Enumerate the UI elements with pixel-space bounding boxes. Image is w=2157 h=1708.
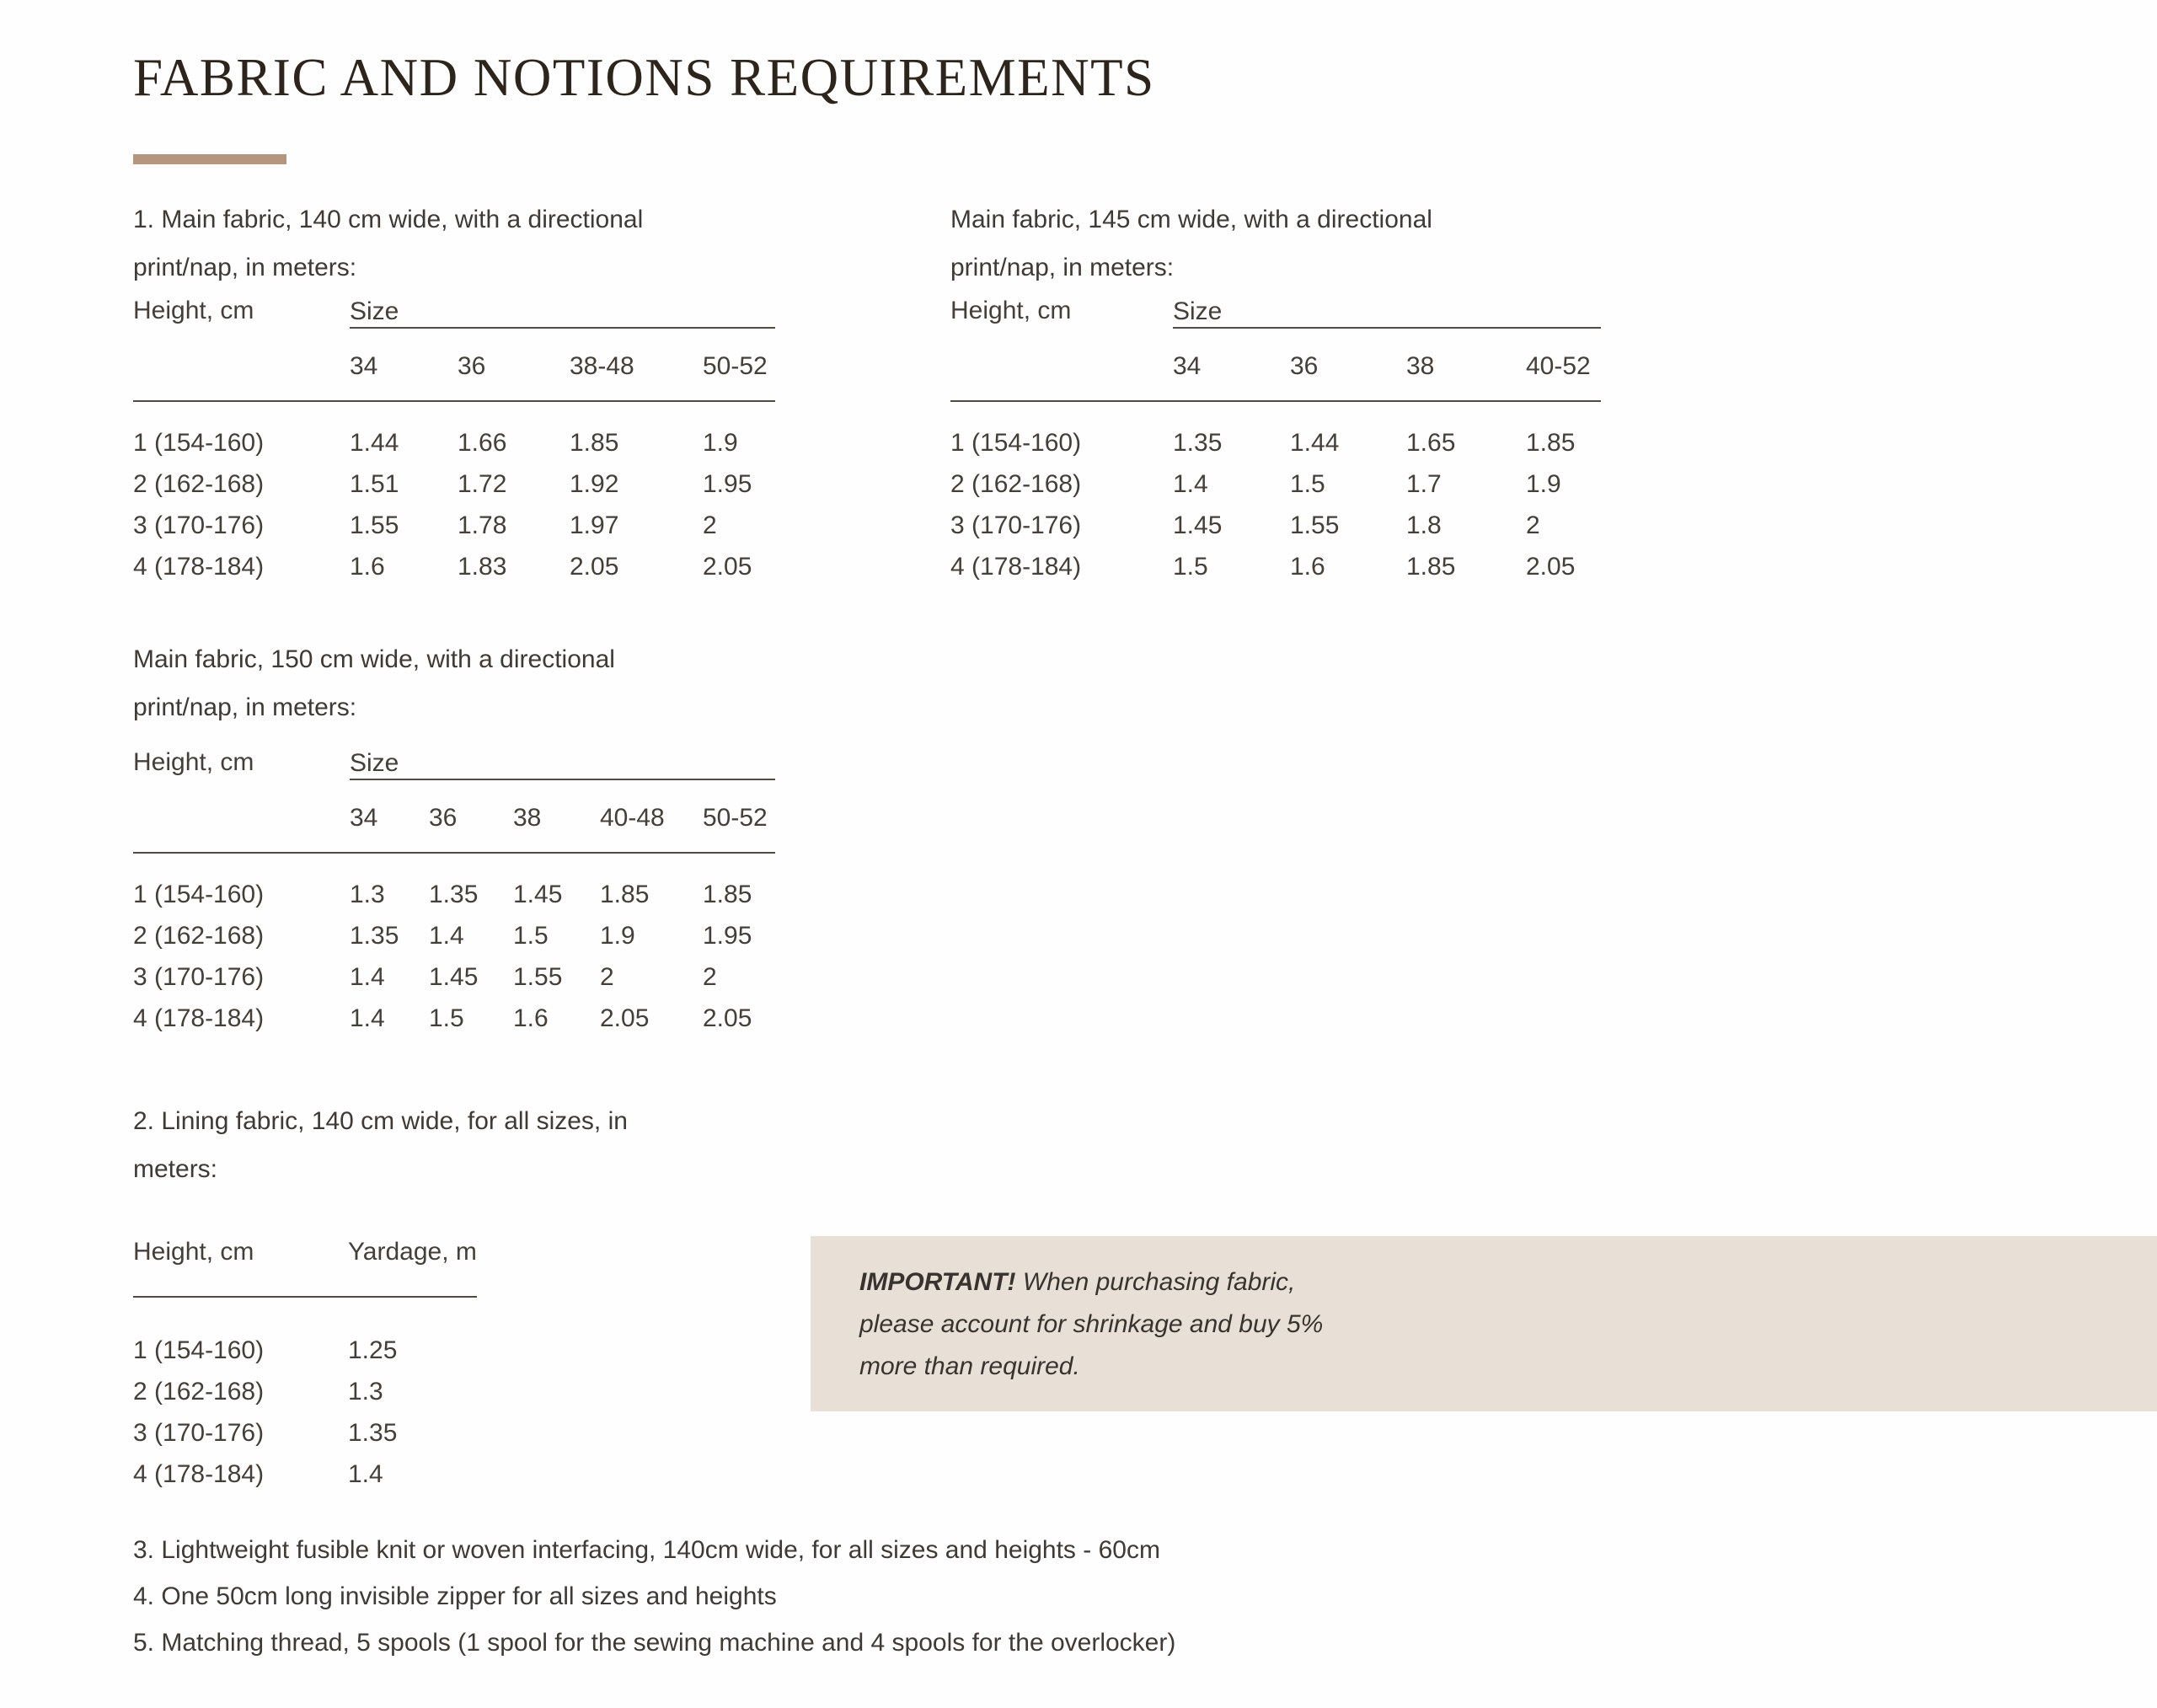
cell: 1.85 [570,429,619,457]
cell: 1.35 [348,1419,398,1447]
cell: 1.5 [1290,470,1325,498]
cell: 2 [703,963,717,991]
intro-main-fabric-140 [133,195,643,292]
cell: 2.05 [570,553,619,581]
cell: 1.85 [1406,553,1456,581]
table-row [950,505,1601,546]
cell: 2.05 [1526,553,1576,581]
note-line: please account for shrinkage and buy 5% [859,1310,1324,1338]
cell: 1.35 [429,881,479,908]
size-col-header: 34 [1173,328,1290,401]
intro-line: 1. Main fabric, 140 cm wide, with a directional [133,206,644,233]
column-header-size: Size [350,748,775,779]
fabric-table-140 [133,297,775,587]
row-label: 4 (178-184) [133,1460,265,1488]
note-line [859,1261,2123,1304]
row-label: 4 (178-184) [950,553,1082,581]
cell: 2.05 [600,1004,650,1032]
cell: 1.66 [458,429,507,457]
row-label: 3 (170-176) [950,511,1082,539]
table-row [133,998,775,1039]
intro-line: print/nap, in meters: [133,254,357,281]
important-note-box [811,1236,2157,1411]
intro-line: print/nap, in meters: [950,254,1175,281]
intro-line: 2. Lining fabric, 140 cm wide, for all sizes, in [133,1107,628,1135]
cell: 1.85 [703,881,752,908]
table-row [950,401,1601,463]
column-header-height: Height, cm [950,297,1173,401]
cell: 1.4 [1173,470,1208,498]
table-row [133,956,775,998]
cell: 1.4 [429,922,464,950]
cell: 1.4 [350,963,385,991]
cell: 1.6 [350,553,385,581]
cell: 1.8 [1406,511,1442,539]
row-label: 2 (162-168) [133,922,265,950]
size-col-header: 34 [350,328,458,401]
list-item: 5. Matching thread, 5 spools (1 spool for the sewing machine and 4 spools for the overlocker) [133,1629,1176,1657]
row-label: 3 (170-176) [133,1419,265,1447]
cell: 1.35 [350,922,399,950]
row-label: 2 (162-168) [133,470,265,498]
column-header-size: Size [1173,297,1601,328]
table-row [950,463,1601,505]
row-label: 4 (178-184) [133,553,265,581]
cell: 1.5 [513,922,549,950]
notions-list [133,1527,1175,1666]
column-header-size: Size [350,297,775,328]
cell: 1.55 [350,511,399,539]
cell: 1.3 [348,1378,383,1405]
cell: 2.05 [703,1004,752,1032]
table-row [133,1297,477,1371]
row-label: 3 (170-176) [133,963,265,991]
row-label: 2 (162-168) [133,1378,265,1405]
cell: 1.9 [600,922,635,950]
column-header-height: Height, cm [133,748,350,853]
intro-line: meters: [133,1155,218,1183]
size-col-header: 50-52 [703,328,775,401]
size-col-header: 36 [429,779,513,853]
cell: 1.44 [350,429,399,457]
cell: 1.78 [458,511,507,539]
size-col-header: 50-52 [703,779,775,853]
size-col-header: 36 [458,328,570,401]
cell: 1.5 [1173,553,1208,581]
cell: 1.3 [350,881,385,908]
intro-main-fabric-145 [950,195,1432,292]
note-line: more than required. [859,1352,1080,1380]
cell: 1.4 [350,1004,385,1032]
cell: 1.9 [1526,470,1561,498]
size-col-header: 40-48 [600,779,703,853]
table-row [133,1412,477,1454]
table-row [133,915,775,956]
cell: 1.85 [600,881,650,908]
cell: 1.5 [429,1004,464,1032]
table-row [133,401,775,463]
size-col-header: 38-48 [570,328,703,401]
table-row [950,546,1601,587]
cell: 1.95 [703,922,752,950]
note-text: When purchasing fabric, [1015,1268,1296,1296]
table-row [133,505,775,546]
size-col-header: 38 [1406,328,1526,401]
row-label: 1 (154-160) [950,429,1082,457]
note-label: IMPORTANT! [859,1268,1016,1296]
intro-line: print/nap, in meters: [133,693,357,721]
fabric-table-150 [133,748,775,1039]
lining-table [133,1229,477,1495]
cell: 1.45 [513,881,563,908]
row-label: 4 (178-184) [133,1004,265,1032]
cell: 1.55 [513,963,563,991]
cell: 1.25 [348,1336,398,1364]
cell: 2 [703,511,717,539]
intro-lining-fabric [133,1097,628,1193]
cell: 1.6 [513,1004,549,1032]
list-item: 4. One 50cm long invisible zipper for all sizes and heights [133,1582,777,1610]
column-header-height: Height, cm [133,1229,348,1297]
size-col-header: 38 [513,779,600,853]
cell: 1.45 [1173,511,1223,539]
cell: 2 [600,963,614,991]
cell: 2.05 [703,553,752,581]
table-row [133,853,775,915]
row-label: 1 (154-160) [133,429,265,457]
cell: 1.72 [458,470,507,498]
cell: 1.9 [703,429,738,457]
cell: 1.4 [348,1460,383,1488]
size-col-header: 36 [1290,328,1406,401]
table-row [133,1371,477,1412]
table-row [133,546,775,587]
title-accent-bar [133,154,286,164]
cell: 1.7 [1406,470,1442,498]
cell: 1.44 [1290,429,1340,457]
row-label: 1 (154-160) [133,881,265,908]
page-title: FABRIC AND NOTIONS REQUIREMENTS [133,48,1155,107]
row-label: 2 (162-168) [950,470,1082,498]
row-label: 3 (170-176) [133,511,265,539]
cell: 1.65 [1406,429,1456,457]
cell: 1.97 [570,511,619,539]
cell: 1.92 [570,470,619,498]
size-col-header: 34 [350,779,429,853]
cell: 1.51 [350,470,399,498]
fabric-table-145 [950,297,1601,587]
intro-main-fabric-150 [133,635,615,731]
cell: 2 [1526,511,1540,539]
table-row [133,1454,477,1495]
list-item: 3. Lightweight fusible knit or woven interfacing, 140cm wide, for all sizes and heights - 60cm [133,1536,1160,1564]
table-row [133,463,775,505]
cell: 1.35 [1173,429,1223,457]
intro-line: Main fabric, 150 cm wide, with a directional [133,645,615,673]
cell: 1.6 [1290,553,1325,581]
cell: 1.95 [703,470,752,498]
cell: 1.85 [1526,429,1576,457]
column-header-yardage: Yardage, m [348,1229,477,1297]
cell: 1.83 [458,553,507,581]
cell: 1.45 [429,963,479,991]
cell: 1.55 [1290,511,1340,539]
size-col-header: 40-52 [1526,328,1601,401]
row-label: 1 (154-160) [133,1336,265,1364]
column-header-height: Height, cm [133,297,350,401]
intro-line: Main fabric, 145 cm wide, with a directional [950,206,1432,233]
